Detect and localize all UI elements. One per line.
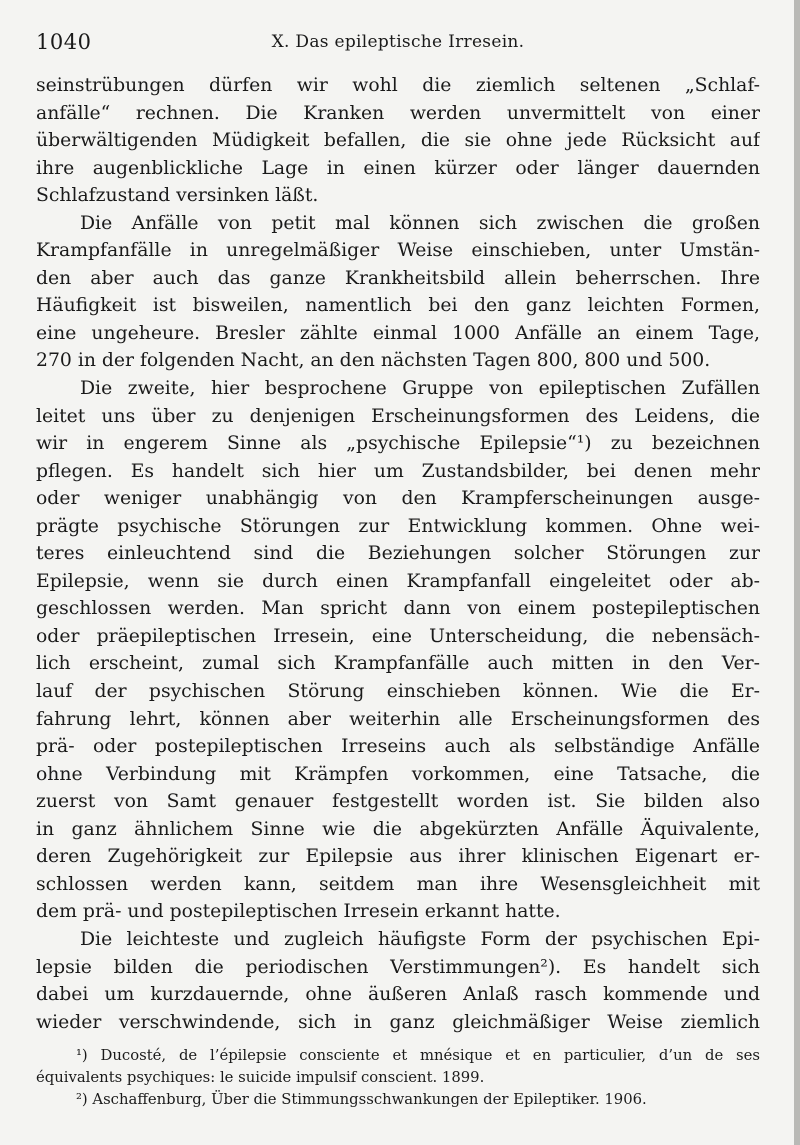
text-line: prä- oder postepileptischen Irreseins auch als selbständige Anfälle <box>36 736 760 758</box>
text-line: ohne Verbindung mit Krämpfen vorkommen, eine Tatsache, die <box>36 763 760 785</box>
text-line: zuerst von Samt genauer festgestellt worden ist. Sie bilden also <box>36 791 760 813</box>
text-line: leitet uns über zu denjenigen Erscheinungsformen des Leidens, die <box>36 405 760 427</box>
text-line: dabei um kurzdauernde, ohne äußeren Anlaß rasch kommende und <box>36 984 760 1006</box>
text-line: eine ungeheure. Bresler zählte einmal 1000 Anfälle an einem Tage, <box>36 322 760 344</box>
text-line: lepsie bilden die periodischen Verstimmungen²). Es handelt sich <box>36 956 760 978</box>
text-line: den aber auch das ganze Krankheitsbild allein beherrschen. Ihre <box>36 267 760 289</box>
text-line: deren Zugehörigkeit zur Epilepsie aus ihrer klinischen Eigenart er- <box>36 846 760 868</box>
text-line: Die leichteste und zugleich häufigste Form der psychischen Epi- <box>80 928 760 950</box>
text-line: wieder verschwindende, sich in ganz gleichmäßiger Weise ziemlich <box>36 1011 760 1033</box>
footnote-2: ²) Aschaffenburg, Über die Stimmungsschwankungen der Epileptiker. 1906. <box>76 1091 647 1108</box>
text-line: seinstrübungen dürfen wir wohl die ziemlich seltenen „Schlaf- <box>36 75 760 96</box>
running-title: X. Das epileptische Irresein. <box>271 32 525 52</box>
text-line: Krampfanfälle in unregelmäßiger Weise einschieben, unter Umstän- <box>36 240 760 262</box>
text-line: Schlafzustand versinken läßt. <box>36 185 319 207</box>
text-line: wir in engerem Sinne als „psychische Epilepsie“¹) zu bezeichnen <box>36 433 760 455</box>
page-number: 1040 <box>36 30 92 54</box>
text-line: Epilepsie, wenn sie durch einen Krampfanfall eingeleitet oder ab- <box>36 570 760 592</box>
text-line: in ganz ähnlichem Sinne wie die abgekürzten Anfälle Äquivalente, <box>36 818 760 840</box>
text-line: Die Anfälle von petit mal können sich zwischen die großen <box>80 212 760 234</box>
text-line: ihre augenblickliche Lage in einen kürzer oder länger dauernden <box>36 157 760 179</box>
text-line: oder präepileptischen Irresein, eine Unterscheidung, die nebensäch- <box>36 625 760 647</box>
text-line: 270 in der folgenden Nacht, an den nächsten Tagen 800, 800 und 500. <box>36 350 711 372</box>
text-line: Häufigkeit ist bisweilen, namentlich bei den ganz leichten Formen, <box>36 295 760 317</box>
text-line: pflegen. Es handelt sich hier um Zustandsbilder, bei denen mehr <box>36 460 760 482</box>
text-line: überwältigenden Müdigkeit befallen, die sie ohne jede Rücksicht auf <box>36 130 760 152</box>
body-text <box>36 72 760 1036</box>
text-line: schlossen werden kann, seitdem man ihre Wesensgleichheit mit <box>36 873 760 895</box>
text-line: teres einleuchtend sind die Beziehungen solcher Störungen zur <box>36 543 760 565</box>
footnote-1: ¹) Ducosté, de l’épilepsie consciente et mnésique et en particulier, d’un de ses <box>76 1047 760 1064</box>
text-line: lauf der psychischen Störung einschieben können. Wie die Er- <box>36 681 760 703</box>
text-line: fahrung lehrt, können aber weiterhin alle Erscheinungsformen des <box>36 708 760 730</box>
page-header <box>36 30 760 60</box>
text-line: lich erscheint, zumal sich Krampfanfälle auch mitten in den Ver- <box>36 653 760 675</box>
page-edge-shadow <box>794 0 800 1145</box>
text-line: prägte psychische Störungen zur Entwicklung kommen. Ohne wei- <box>36 515 760 537</box>
text-line: oder weniger unabhängig von den Krampferscheinungen ausge- <box>36 488 760 510</box>
text-line: Die zweite, hier besprochene Gruppe von epileptischen Zufällen <box>80 378 760 400</box>
footnote-1-continued: équivalents psychiques: le suicide impulsif conscient. 1899. <box>36 1069 485 1086</box>
footnotes <box>36 1045 760 1111</box>
text-line: dem prä- und postepileptischen Irresein erkannt hatte. <box>36 901 561 923</box>
text-line: anfälle“ rechnen. Die Kranken werden unvermittelt von einer <box>36 102 760 124</box>
text-line: geschlossen werden. Man spricht dann von einem postepileptischen <box>36 598 760 620</box>
